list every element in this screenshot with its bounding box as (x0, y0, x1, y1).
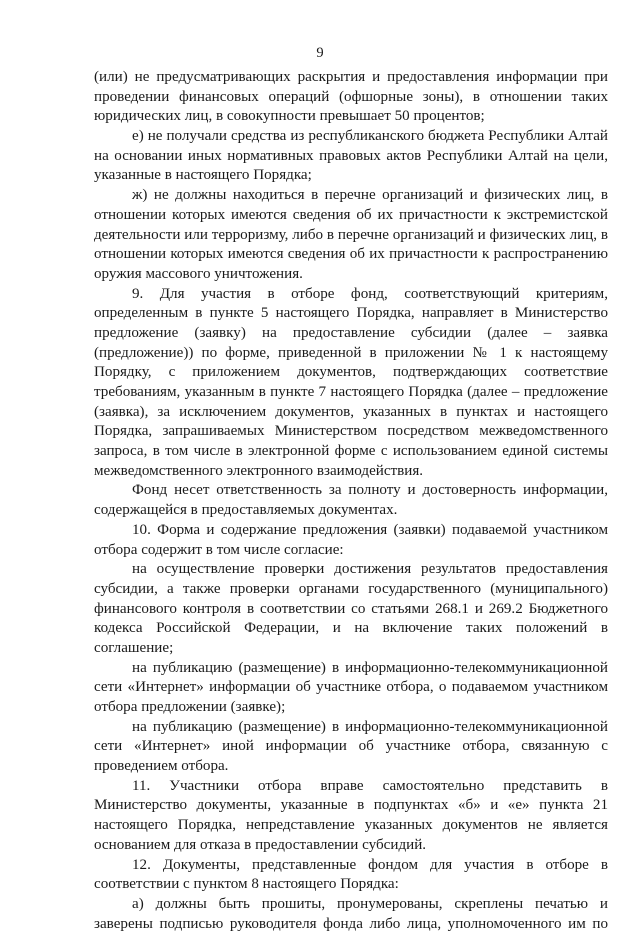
text-line: требованиям, указанным в пункте 7 настоящего Порядка (далее – предложение (94, 384, 608, 400)
text-line: 10. Форма и содержание предложения (заявки) подаваемой участником (132, 521, 608, 538)
text-line: е) не получали средства из республиканского бюджета Республики Алтай (132, 128, 608, 145)
text-line: (заявка), за исключением документов, указанных в пунктах и настоящего (94, 403, 608, 420)
text-line: отбора предложении (заявке); (94, 699, 286, 715)
text-line: сети «Интернет» информации об участнике отбора, о подаваемом участником (94, 679, 608, 696)
text-line: финансового контроля в соответствии со статьями 268.1 и 269.2 Бюджетного (94, 600, 608, 617)
text-line: 9. Для участия в отборе фонд, соответствующий критериям, (132, 285, 608, 302)
text-line: соответствии с пунктом 8 настоящего Порядка: (94, 876, 399, 893)
text-line: предложение (заявку) на предоставление субсидии (далее – заявка (94, 324, 608, 341)
text-line: кодекса Российской Федерации, и на включение таких положений в (94, 620, 608, 637)
text-line: 11. Участники отбора вправе самостоятельно представить в (132, 777, 608, 794)
text-line: соглашение; (94, 639, 174, 656)
text-line: Министерство документы, указанные в подпунктах «б» и «е» пункта 21 (94, 797, 608, 814)
text-line: на публикацию (размещение) в информационно-телекоммуникационной (132, 718, 608, 735)
text-line: Порядка, запрашиваемых Министерством посредством межведомственного (94, 423, 608, 440)
text-line: Порядку, с приложением документов, подтверждающих соответствие (94, 364, 608, 381)
text-line: на осуществление проверки достижения результатов предоставления (132, 561, 608, 578)
text-line: отношении которых имеются сведения об их причастности к экстремистской (94, 206, 608, 223)
text-line: деятельности или терроризму, либо в перечне организаций и физических лиц, в (94, 226, 608, 243)
text-line: ж) не должны находиться в перечне организаций и физических лиц, в (132, 187, 608, 204)
text-line: основанием для отказа в предоставлении субсидий. (94, 836, 427, 853)
text-line: юридических лиц, в совокупности превышает 50 процентов; (94, 108, 485, 125)
text-line: на публикацию (размещение) в информационно-телекоммуникационной (132, 659, 608, 676)
text-line: (предложение)) по форме, приведенной в приложении № 1 к настоящему (94, 344, 608, 361)
text-line: оружия массового уничтожения. (94, 265, 303, 282)
text-line: проведением отбора. (94, 758, 229, 775)
text-line: определенным в пункте 5 настоящего Порядка, направляет в Министерство (94, 305, 608, 322)
text-line: а) должны быть прошиты, пронумерованы, скреплены печатью и (132, 895, 608, 912)
text-line: заверены подписью руководителя фонда либо лица, уполномоченного им по (94, 915, 608, 932)
text-line: содержащейся в предоставляемых документах. (94, 502, 398, 519)
document-body (94, 68, 608, 934)
text-line: отбора содержит в том числе согласие: (94, 541, 344, 558)
text-line: сети «Интернет» иной информации об участнике отбора, связанную с (94, 738, 608, 755)
text-line: (или) не предусматривающих раскрытия и предоставления информации при (94, 69, 608, 85)
page-number: 9 (316, 45, 324, 61)
text-line: указанные в настоящего Порядка; (94, 167, 312, 184)
text-line: настоящего Порядка, непредставление указанных документов не является (94, 817, 608, 834)
text-line: на основании иных нормативных правовых актов Республики Алтай на цели, (94, 147, 608, 164)
text-line: запроса, в том числе в электронной форме с использованием единой системы (94, 443, 608, 460)
text-line: Фонд несет ответственность за полноту и достоверность информации, (132, 482, 608, 499)
text-line: межведомственного электронного взаимодействия. (94, 462, 424, 479)
text-line: 12. Документы, представленные фондом для участия в отборе в (132, 856, 608, 873)
text-line: субсидии, а также проверки органами государственного (муниципального) (94, 580, 608, 597)
text-line: отношении которых имеются сведения об их причастности к распространению (94, 246, 608, 263)
text-line: проведении финансовых операций (офшорные зоны), в отношении таких (94, 88, 608, 105)
